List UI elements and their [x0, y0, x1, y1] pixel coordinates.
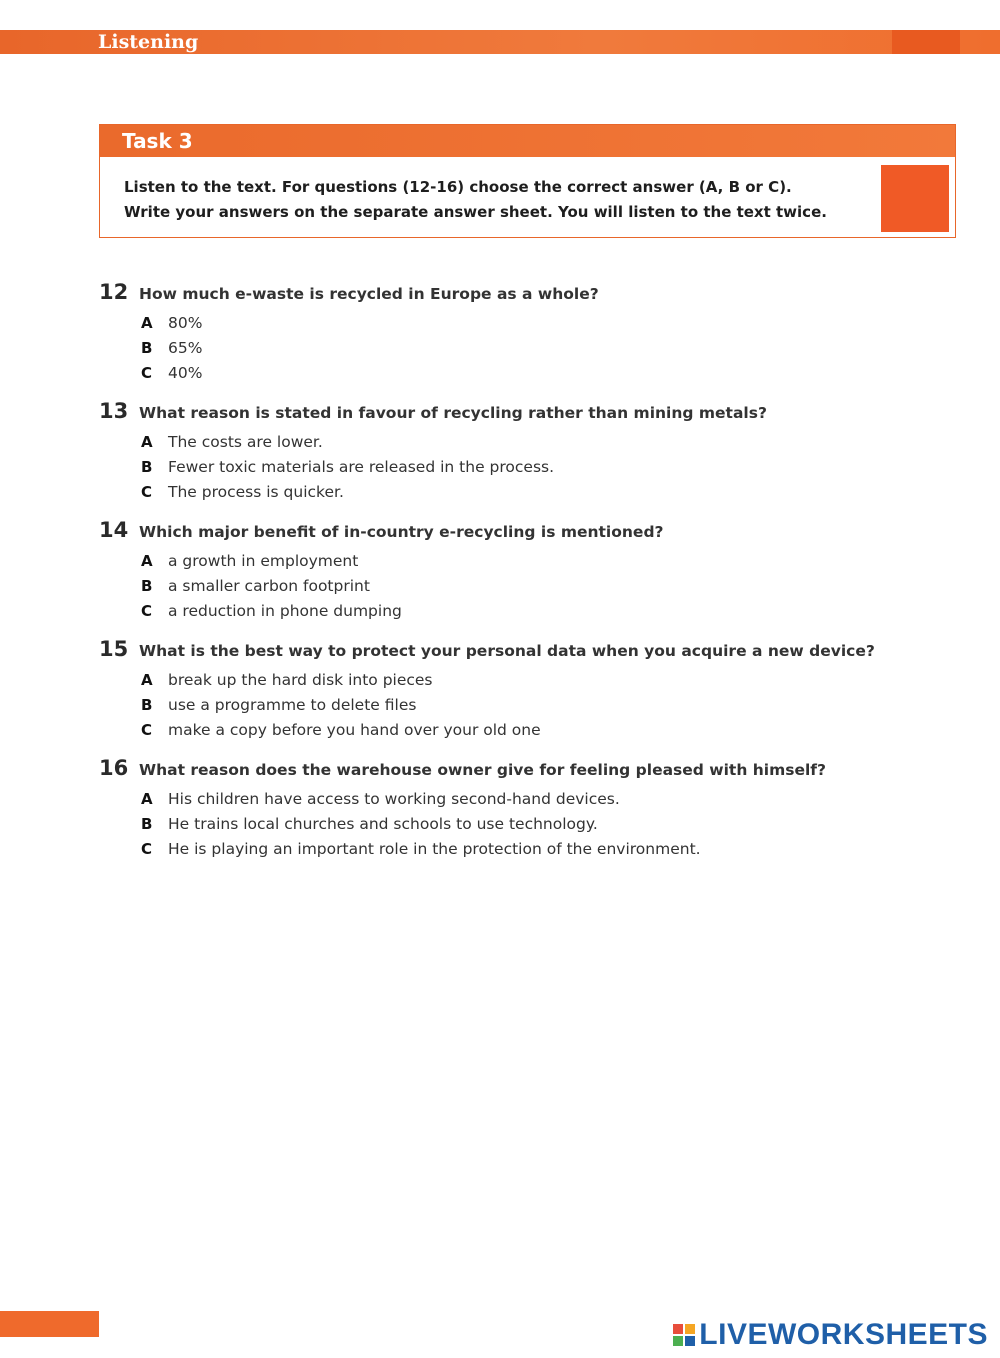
answer-option[interactable] — [141, 598, 959, 623]
option-text: use a programme to delete files — [168, 695, 417, 714]
answer-option[interactable] — [141, 548, 959, 573]
question-text: What is the best way to protect your personal data when you acquire a new device? — [139, 642, 875, 660]
question-number: 12 — [99, 280, 129, 304]
answer-option[interactable] — [141, 429, 959, 454]
liveworksheets-logo[interactable] — [673, 1318, 988, 1352]
option-letter: A — [141, 551, 153, 570]
question-13 — [99, 399, 959, 504]
answer-option[interactable] — [141, 692, 959, 717]
section-label: Listening — [98, 31, 199, 53]
option-text: The costs are lower. — [168, 432, 323, 451]
answer-option[interactable] — [141, 573, 959, 598]
option-letter: B — [141, 576, 153, 595]
question-number: 14 — [99, 518, 129, 542]
option-text: break up the hard disk into pieces — [168, 670, 433, 689]
option-letter: B — [141, 338, 153, 357]
question-number: 13 — [99, 399, 129, 423]
page-corner-tab — [0, 1311, 99, 1337]
option-letter: C — [141, 363, 153, 382]
answer-option[interactable] — [141, 454, 959, 479]
option-text: a reduction in phone dumping — [168, 601, 402, 620]
answer-option[interactable] — [141, 360, 959, 385]
question-list — [99, 280, 959, 875]
option-letter: C — [141, 839, 153, 858]
question-text: How much e-waste is recycled in Europe as a whole? — [139, 285, 599, 303]
option-letter: A — [141, 670, 153, 689]
task-accent-square — [881, 165, 949, 232]
question-16 — [99, 756, 959, 861]
answer-option[interactable] — [141, 310, 959, 335]
question-number: 15 — [99, 637, 129, 661]
option-text: a growth in employment — [168, 551, 359, 570]
answer-option[interactable] — [141, 811, 959, 836]
option-text: make a copy before you hand over your old one — [168, 720, 541, 739]
option-text: 65% — [168, 338, 203, 357]
answer-option[interactable] — [141, 836, 959, 861]
logo-grid-icon — [673, 1324, 695, 1346]
option-letter: C — [141, 720, 153, 739]
task-title: Task 3 — [100, 125, 955, 157]
instruction-line-2: Write your answers on the separate answer sheet. You will listen to the text twice. — [124, 203, 827, 221]
option-text: The process is quicker. — [168, 482, 344, 501]
option-letter: A — [141, 789, 153, 808]
answer-option[interactable] — [141, 335, 959, 360]
question-text: What reason is stated in favour of recycling rather than mining metals? — [139, 404, 767, 422]
option-text: He is playing an important role in the protection of the environment. — [168, 839, 701, 858]
option-text: His children have access to working second-hand devices. — [168, 789, 620, 808]
option-letter: B — [141, 695, 153, 714]
option-letter: A — [141, 313, 153, 332]
logo-text: LIVEWORKSHEETS — [699, 1318, 988, 1351]
option-letter: A — [141, 432, 153, 451]
option-text: He trains local churches and schools to use technology. — [168, 814, 598, 833]
option-letter: C — [141, 482, 153, 501]
question-text: What reason does the warehouse owner give for feeling pleased with himself? — [139, 761, 827, 779]
question-text: Which major benefit of in-country e-recycling is mentioned? — [139, 523, 664, 541]
question-15 — [99, 637, 959, 742]
answer-option[interactable] — [141, 786, 959, 811]
option-letter: B — [141, 814, 153, 833]
option-text: 80% — [168, 313, 203, 332]
question-number: 16 — [99, 756, 129, 780]
option-text: a smaller carbon footprint — [168, 576, 370, 595]
header-accent-block — [892, 30, 960, 54]
answer-option[interactable] — [141, 717, 959, 742]
instruction-line-1: Listen to the text. For questions (12-16) choose the correct answer (A, B or C). — [124, 178, 792, 196]
option-letter: C — [141, 601, 153, 620]
option-text: Fewer toxic materials are released in the process. — [168, 457, 555, 476]
answer-option[interactable] — [141, 667, 959, 692]
task-box — [99, 124, 956, 238]
section-header-bar — [0, 30, 1000, 54]
option-text: 40% — [168, 363, 203, 382]
option-letter: B — [141, 457, 153, 476]
task-instructions — [124, 175, 864, 225]
question-14 — [99, 518, 959, 623]
question-12 — [99, 280, 959, 385]
answer-option[interactable] — [141, 479, 959, 504]
